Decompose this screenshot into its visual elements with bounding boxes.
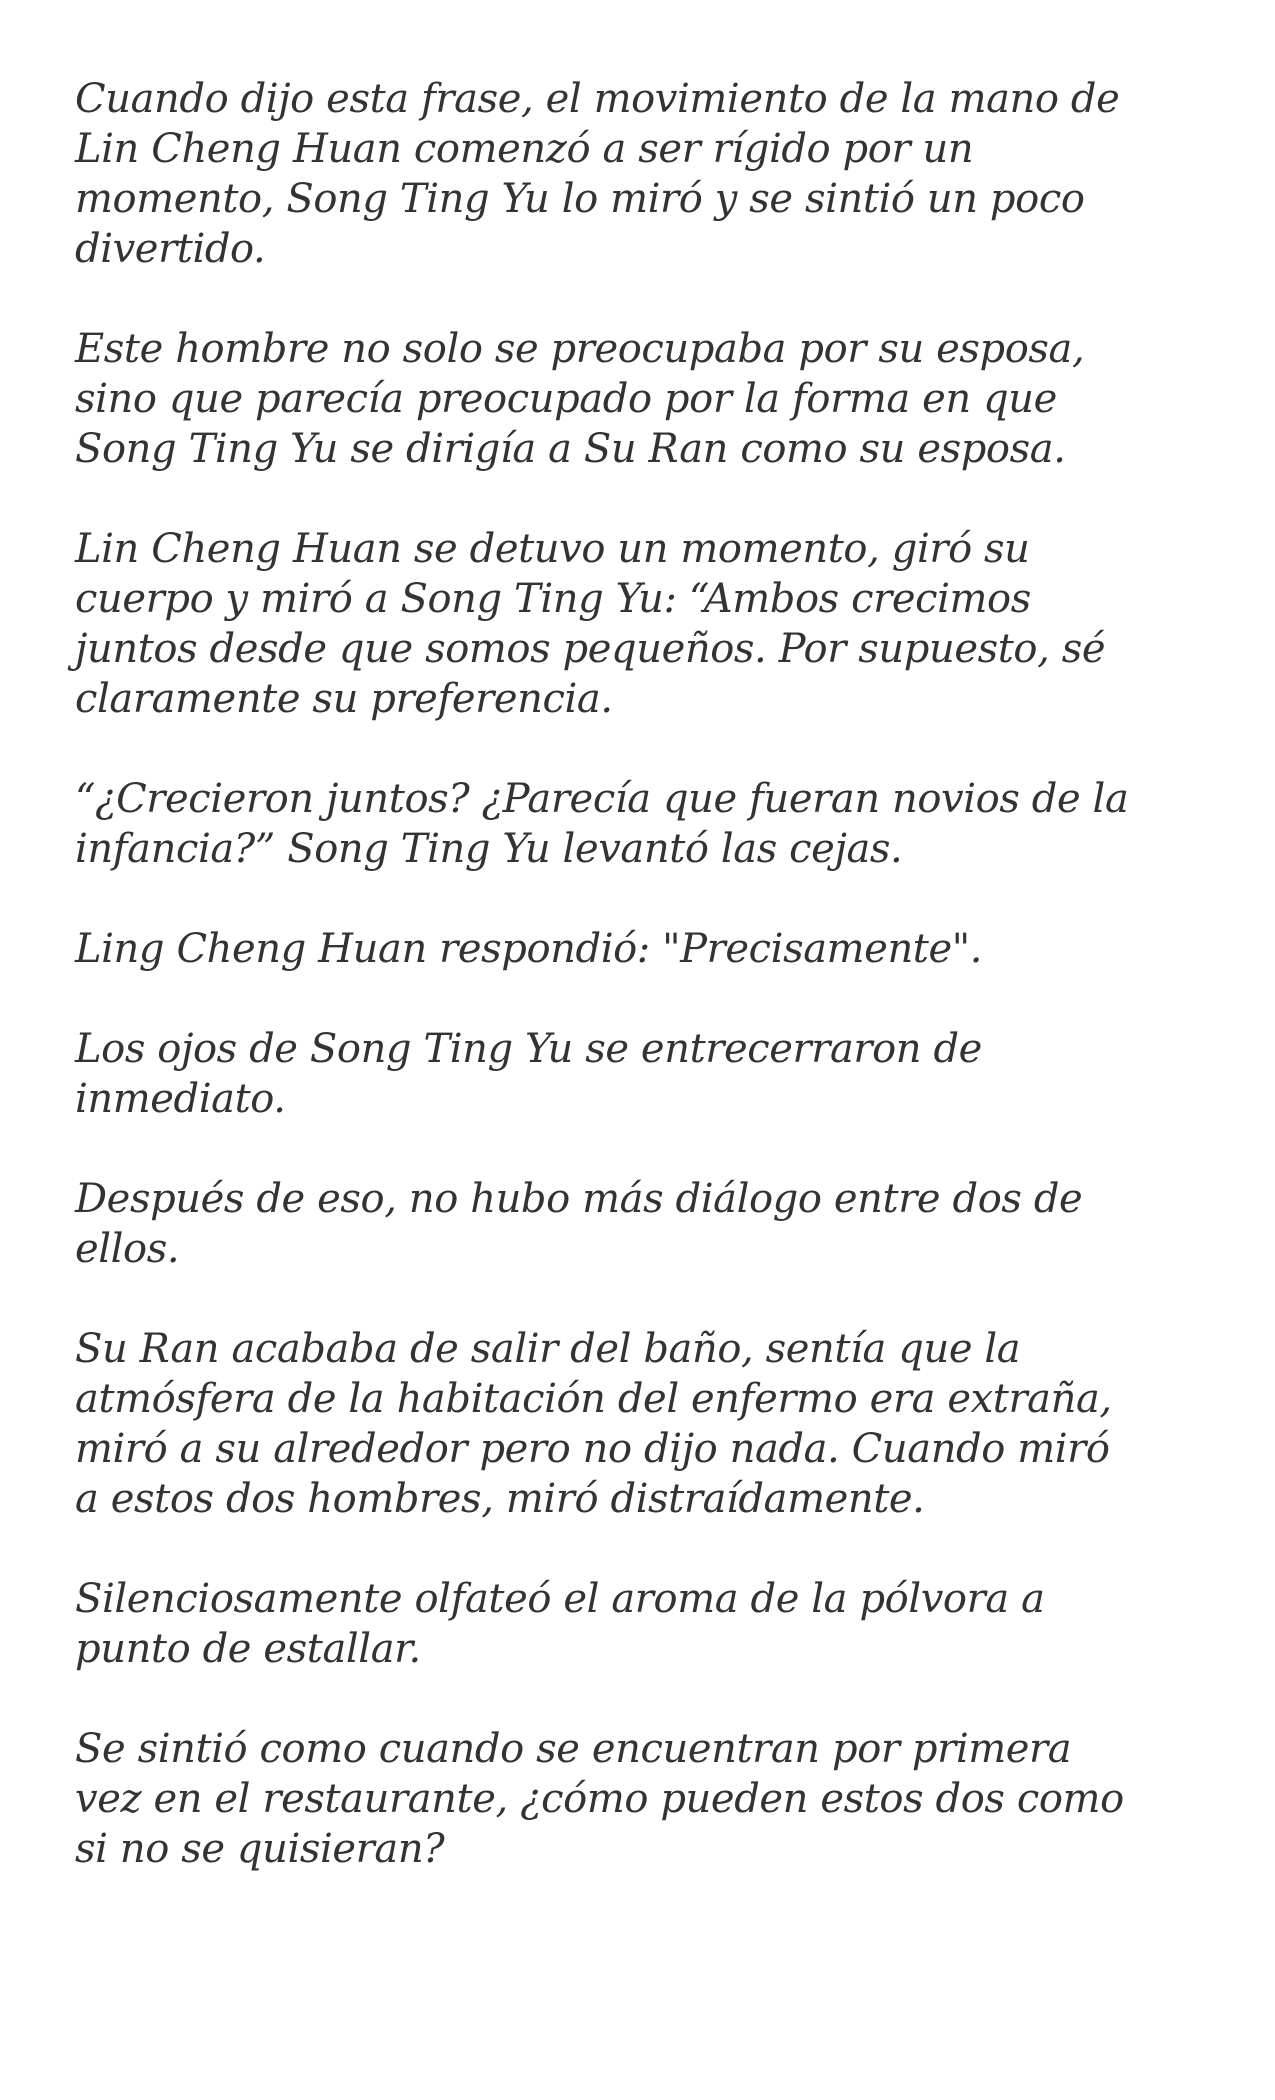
paragraph-4: “¿Crecieron juntos? ¿Parecía que fueran novios de la infancia?” Song Ting Yu levantó las cejas. xyxy=(75,776,1129,872)
document-page xyxy=(75,74,1235,1924)
paragraph-1: Cuando dijo esta frase, el movimiento de la mano de Lin Cheng Huan comenzó a ser rígido por un momento, Song Ting Yu lo miró y se sintió un poco divertido. xyxy=(75,76,1120,272)
paragraph-5: Ling Cheng Huan respondió: "Precisamente". xyxy=(75,926,983,972)
paragraph-7: Después de eso, no hubo más diálogo entre dos de ellos. xyxy=(75,1176,1083,1272)
paragraph-8: Su Ran acababa de salir del baño, sentía que la atmósfera de la habitación del enfermo era extraña, miró a su alrededor pero no dijo nada. Cuando miró a estos dos hombres, miró distraídamente. xyxy=(75,1326,1112,1522)
paragraph-6: Los ojos de Song Ting Yu se entrecerraron de inmediato. xyxy=(75,1026,982,1122)
paragraph-3: Lin Cheng Huan se detuvo un momento, giró su cuerpo y miró a Song Ting Yu: “Ambos crecimos juntos desde que somos pequeños. Por supuesto, sé claramente su preferencia. xyxy=(75,526,1106,722)
paragraph-2: Este hombre no solo se preocupaba por su esposa, sino que parecía preocupado por la forma en que Song Ting Yu se dirigía a Su Ran como su esposa. xyxy=(75,326,1085,472)
paragraph-10: Se sintió como cuando se encuentran por primera vez en el restaurante, ¿cómo pueden estos dos como si no se quisieran? xyxy=(75,1726,1124,1872)
paragraph-9: Silenciosamente olfateó el aroma de la pólvora a punto de estallar. xyxy=(75,1576,1045,1672)
